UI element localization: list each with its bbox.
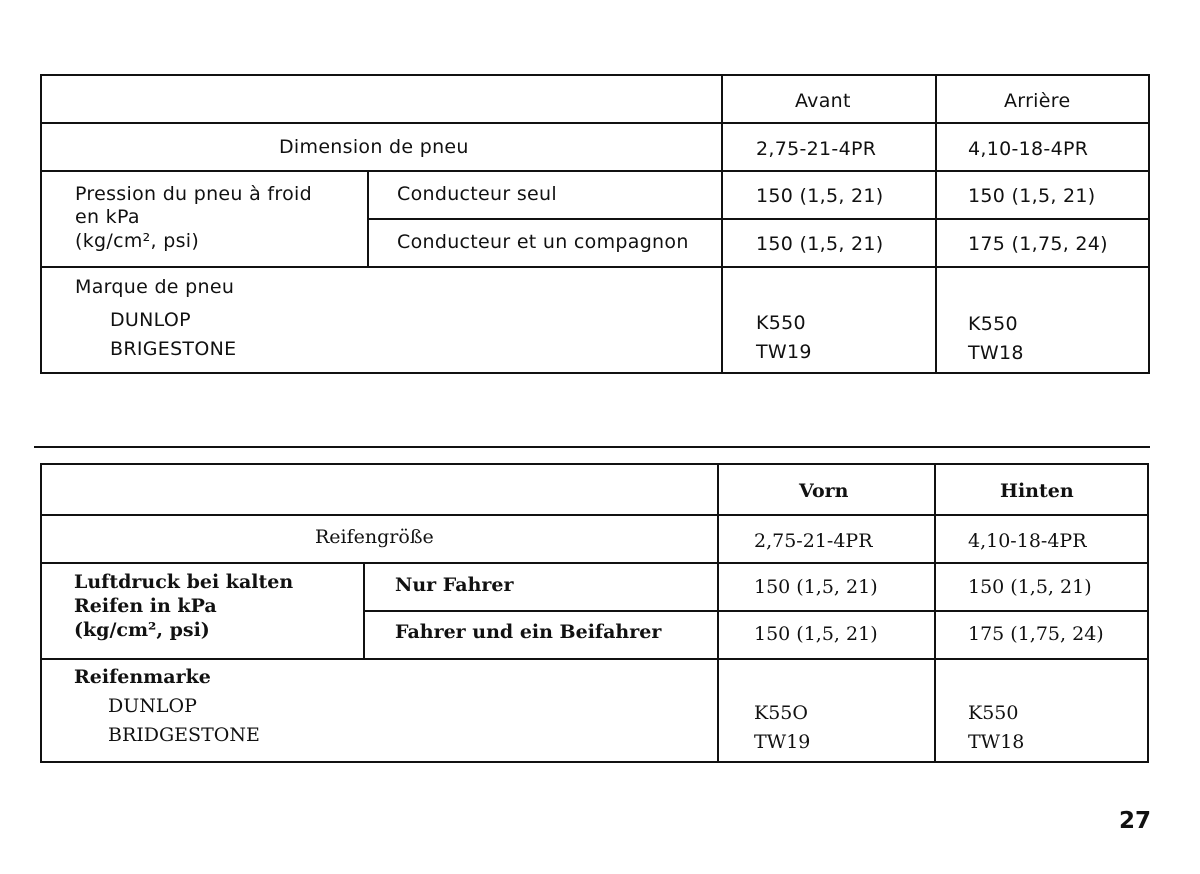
pressure-label-line2: en kPa [75,206,140,228]
brand-dunlop: DUNLOP [108,695,197,717]
rider-only-rear: 150 (1,5, 21) [968,576,1092,598]
row-divider [42,170,1148,172]
row-divider [42,514,1147,516]
tire-size-label: Dimension de pneu [279,136,469,158]
rider-passenger-rear: 175 (1,75, 24) [968,623,1104,645]
header-rear: Arrière [1004,90,1071,112]
rider-only-front: 150 (1,5, 21) [756,185,884,207]
front-bridgestone-model: TW19 [756,341,812,363]
rear-bridgestone-model: TW18 [968,731,1025,753]
tire-size-front: 2,75-21-4PR [754,530,873,552]
tire-table-german [40,463,1149,763]
front-dunlop-model: K55O [754,702,808,724]
front-bridgestone-model: TW19 [754,731,811,753]
column-divider [717,465,719,761]
brand-bridgestone: BRIDGESTONE [108,724,260,746]
rear-bridgestone-model: TW18 [968,342,1024,364]
header-front: Vorn [799,480,849,502]
row-divider [363,610,1147,612]
pressure-label-line2: Reifen in kPa [74,595,217,617]
tire-size-rear: 4,10-18-4PR [968,138,1089,160]
row-divider [42,122,1148,124]
page-number: 27 [1119,808,1152,834]
rear-dunlop-model: K550 [968,702,1019,724]
brand-bridgestone: BRIGESTONE [110,338,237,360]
brand-label: Reifenmarke [74,666,211,688]
rider-only-label: Nur Fahrer [395,574,514,596]
pressure-label-line1: Luftdruck bei kalten [74,571,294,593]
brand-dunlop: DUNLOP [110,309,191,331]
rider-passenger-label: Fahrer und ein Beifahrer [395,621,662,643]
row-divider [42,562,1147,564]
rider-only-front: 150 (1,5, 21) [754,576,878,598]
front-dunlop-model: K550 [756,312,806,334]
column-divider [363,564,365,658]
pressure-label-line3: (kg/cm², psi) [75,230,200,252]
section-separator [34,446,1150,448]
column-divider [367,172,369,266]
row-divider [42,266,1148,268]
rider-passenger-front: 150 (1,5, 21) [754,623,878,645]
column-divider [721,76,723,372]
header-rear: Hinten [1000,480,1074,502]
tire-size-rear: 4,10-18-4PR [968,530,1087,552]
header-front: Avant [795,90,851,112]
row-divider [367,218,1148,220]
rider-passenger-front: 150 (1,5, 21) [756,233,884,255]
tire-table-french [40,74,1150,374]
brand-label: Marque de pneu [75,276,235,298]
tire-size-label: Reifengröße [315,526,434,548]
rider-only-rear: 150 (1,5, 21) [968,185,1096,207]
rear-dunlop-model: K550 [968,313,1018,335]
rider-passenger-label: Conducteur et un compagnon [397,231,689,253]
pressure-label-line1: Pression du pneu à froid [75,183,312,205]
column-divider [934,465,936,761]
column-divider [935,76,937,372]
row-divider [42,658,1147,660]
pressure-label-line3: (kg/cm², psi) [74,619,210,641]
tire-size-front: 2,75-21-4PR [756,138,877,160]
rider-passenger-rear: 175 (1,75, 24) [968,233,1108,255]
rider-only-label: Conducteur seul [397,183,557,205]
